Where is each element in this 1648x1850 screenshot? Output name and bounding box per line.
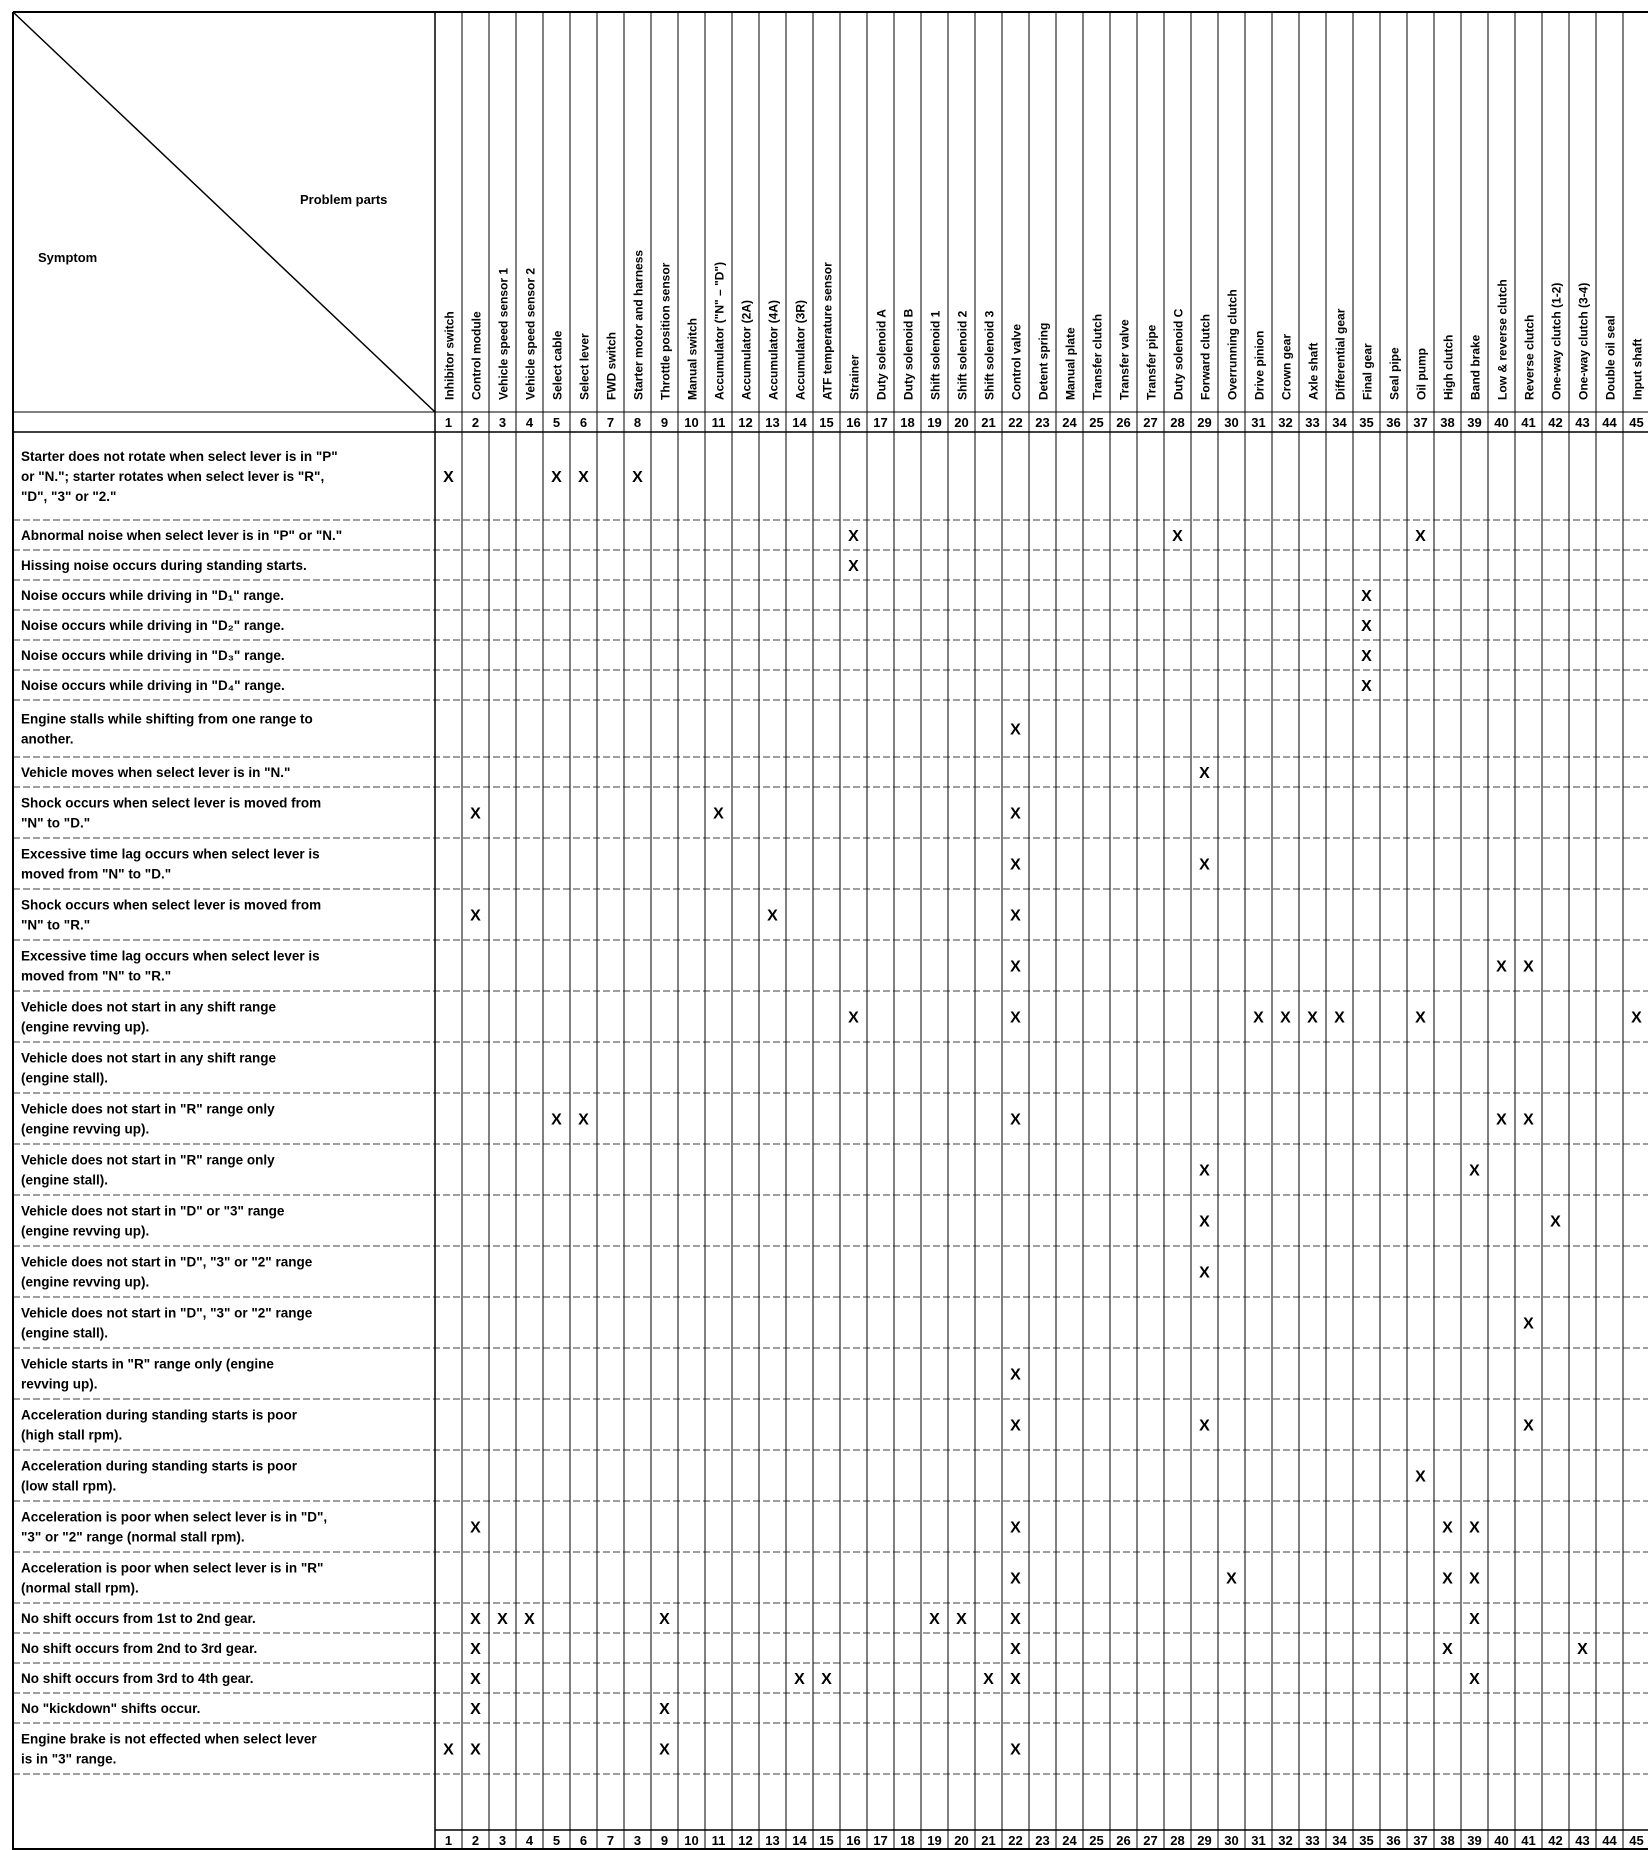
symptom-part-mark: X	[470, 1741, 481, 1759]
part-label: Reverse clutch	[1522, 314, 1537, 400]
part-label: Low & reverse clutch	[1495, 279, 1510, 400]
symptom-part-mark: X	[983, 1671, 994, 1688]
footer-number: 30	[1224, 1833, 1239, 1848]
part-label: Transfer pipe	[1144, 324, 1159, 400]
symptom-text: Engine stalls while shifting from one range to	[21, 711, 313, 727]
symptom-part-mark: X	[1442, 1519, 1453, 1537]
symptom-text: (engine stall).	[21, 1325, 109, 1341]
part-label: Shift solenoid 1	[928, 310, 943, 400]
symptom-text: Vehicle does not start in any shift range	[21, 1050, 277, 1066]
table-header	[13, 12, 435, 412]
column-number: 12	[738, 415, 753, 430]
part-labels	[443, 250, 1645, 400]
part-label: Final gear	[1360, 343, 1375, 400]
symptom-text: Starter does not rotate when select lever is in "P"	[21, 449, 338, 464]
symptom-part-mark: X	[1523, 1417, 1534, 1435]
part-label: Vehicle speed sensor 1	[496, 267, 511, 400]
part-label: Manual switch	[685, 317, 700, 400]
footer-number: 36	[1386, 1833, 1401, 1848]
part-label: Crown gear	[1279, 333, 1294, 400]
symptom-part-mark: X	[578, 1111, 589, 1129]
column-number: 36	[1386, 415, 1401, 430]
symptom-part-mark: X	[497, 1611, 508, 1628]
symptom-text: (low stall rpm).	[21, 1478, 117, 1494]
footer-number: 9	[660, 1833, 669, 1848]
part-label: Accumulator ("N" – "D")	[712, 261, 727, 400]
part-label: Overrunning clutch	[1225, 289, 1240, 400]
footer-number: 42	[1548, 1833, 1563, 1848]
symptom-part-mark: X	[1523, 958, 1534, 976]
column-number: 9	[660, 415, 669, 430]
symptom-text: Noise occurs while driving in "D₄" range.	[21, 678, 285, 693]
symptom-text: Vehicle does not start in "D" or "3" range	[21, 1203, 285, 1219]
symptom-part-mark: X	[1010, 1519, 1021, 1537]
symptom-part-mark: X	[956, 1611, 967, 1628]
footer-number: 12	[738, 1833, 753, 1848]
symptom-part-mark: X	[470, 1701, 481, 1718]
footer-number: 28	[1170, 1833, 1185, 1848]
symptom-text: Acceleration is poor when select lever is in "D",	[21, 1509, 328, 1525]
symptom-text: is in "3" range.	[21, 1751, 117, 1767]
symptom-part-mark: X	[1469, 1162, 1480, 1180]
part-label: Duty solenoid A	[874, 309, 889, 400]
symptom-part-mark: X	[470, 1641, 481, 1658]
symptom-part-mark: X	[1010, 1641, 1021, 1658]
symptom-part-mark: X	[1469, 1570, 1480, 1588]
symptom-part-mark: X	[524, 1611, 535, 1628]
symptom-text: Excessive time lag occurs when select lever is	[21, 948, 320, 964]
column-number: 35	[1359, 415, 1374, 430]
column-number: 16	[846, 415, 861, 430]
symptom-part-mark: X	[1523, 1315, 1534, 1333]
symptom-part-mark: X	[1523, 1111, 1534, 1129]
symptom-part-mark: X	[1361, 648, 1372, 665]
symptom-text: (engine revving up).	[21, 1274, 150, 1290]
symptom-part-mark: X	[1496, 1111, 1507, 1129]
footer-number: 38	[1440, 1833, 1455, 1848]
footer-number: 39	[1467, 1833, 1482, 1848]
footer-number: 37	[1413, 1833, 1428, 1848]
footer-number: 14	[792, 1833, 807, 1848]
column-number: 33	[1305, 415, 1320, 430]
symptom-part-mark: X	[1280, 1009, 1291, 1027]
column-number: 44	[1602, 415, 1617, 430]
symptom-part-mark: X	[551, 469, 562, 486]
part-label: Axle shaft	[1306, 342, 1321, 400]
symptom-part-mark: X	[1172, 528, 1183, 545]
symptom-part-mark: X	[659, 1611, 670, 1628]
symptom-text: "N" to "R."	[21, 917, 91, 933]
column-number: 45	[1629, 415, 1644, 430]
symptom-part-mark: X	[794, 1671, 805, 1688]
column-number: 23	[1035, 415, 1050, 430]
symptom-text: (engine revving up).	[21, 1019, 150, 1035]
symptom-text: (normal stall rpm).	[21, 1580, 139, 1596]
symptom-part-mark: X	[470, 907, 481, 925]
column-number: 39	[1467, 415, 1482, 430]
column-number: 8	[633, 415, 642, 430]
symptom-part-mark: X	[1010, 721, 1021, 739]
symptom-part-mark: X	[1415, 1468, 1426, 1486]
symptom-part-mark: X	[1307, 1009, 1318, 1027]
footer-number: 17	[873, 1833, 888, 1848]
footer-number: 18	[900, 1833, 915, 1848]
symptom-part-mark: X	[848, 558, 859, 575]
symptom-part-mark: X	[1010, 1611, 1021, 1628]
column-number: 7	[606, 415, 615, 430]
symptom-part-mark: X	[1199, 765, 1210, 782]
footer-number: 7	[606, 1833, 615, 1848]
footer-number: 27	[1143, 1833, 1158, 1848]
column-number: 6	[579, 415, 588, 430]
symptom-part-mark: X	[551, 1111, 562, 1129]
symptom-part-mark: X	[1010, 907, 1021, 925]
symptom-part-mark: X	[443, 1741, 454, 1759]
symptom-text: Acceleration is poor when select lever is in "R"	[21, 1560, 324, 1576]
column-number: 40	[1494, 415, 1509, 430]
marks	[443, 469, 1642, 1759]
symptom-part-mark: X	[1010, 1671, 1021, 1688]
part-label: One-way clutch (3-4)	[1576, 282, 1591, 400]
footer-number: 2	[471, 1833, 480, 1848]
symptom-text: No "kickdown" shifts occur.	[21, 1701, 201, 1716]
footer-number: 40	[1494, 1833, 1509, 1848]
symptom-text: Noise occurs while driving in "D₃" range.	[21, 648, 285, 663]
footer-number: 1	[444, 1833, 453, 1848]
footer-number: 16	[846, 1833, 861, 1848]
symptom-part-mark: X	[1361, 618, 1372, 635]
footer-number: 45	[1629, 1833, 1644, 1848]
symptom-text: Noise occurs while driving in "D₂" range.	[21, 618, 285, 633]
part-label: Band brake	[1468, 334, 1483, 400]
symptom-text: "3" or "2" range (normal stall rpm).	[21, 1529, 245, 1545]
symptom-text: No shift occurs from 1st to 2nd gear.	[21, 1611, 256, 1626]
part-label: Accumulator (2A)	[739, 299, 754, 400]
column-number: 5	[552, 415, 561, 430]
symptom-part-mark: X	[1199, 1162, 1210, 1180]
symptom-text: Engine brake is not effected when select lever	[21, 1731, 317, 1747]
part-label: Vehicle speed sensor 2	[523, 267, 538, 400]
footer-number: 25	[1089, 1833, 1104, 1848]
footer-numbers	[445, 1833, 1644, 1848]
symptom-text: Acceleration during standing starts is poor	[21, 1407, 298, 1423]
footer-number: 44	[1602, 1833, 1617, 1848]
symptom-part-mark: X	[1199, 1213, 1210, 1231]
symptom-part-mark: X	[1010, 1111, 1021, 1129]
symptom-part-mark: X	[470, 1519, 481, 1537]
symptom-text: (engine stall).	[21, 1172, 109, 1188]
symptom-text: No shift occurs from 2nd to 3rd gear.	[21, 1641, 258, 1656]
symptom-part-mark: X	[1010, 1417, 1021, 1435]
symptom-part-mark: X	[443, 469, 454, 486]
symptom-part-mark: X	[659, 1701, 670, 1718]
column-number: 22	[1008, 415, 1023, 430]
symptom-text: Vehicle does not start in any shift range	[21, 999, 277, 1015]
symptom-text: Hissing noise occurs during standing starts.	[21, 558, 307, 573]
symptom-part-mark: X	[713, 805, 724, 823]
symptom-part-mark: X	[1442, 1570, 1453, 1588]
part-label: Forward clutch	[1198, 313, 1213, 400]
symptom-text: Vehicle starts in "R" range only (engine	[21, 1356, 274, 1372]
column-number: 15	[819, 415, 834, 430]
symptom-part-mark: X	[1469, 1611, 1480, 1628]
symptom-text: Acceleration during standing starts is poor	[21, 1458, 298, 1474]
symptom-part-mark: X	[1010, 1741, 1021, 1759]
part-label: Input shaft	[1630, 338, 1645, 400]
symptom-text: "D", "3" or "2."	[21, 489, 117, 504]
symptom-part-mark: X	[470, 1611, 481, 1628]
part-label: Inhibitor switch	[442, 311, 457, 400]
part-label: Starter motor and harness	[631, 249, 646, 400]
column-number: 25	[1089, 415, 1104, 430]
symptom-part-mark: X	[1010, 856, 1021, 874]
symptom-text: moved from "N" to "D."	[21, 866, 172, 882]
footer-number: 5	[552, 1833, 561, 1848]
part-label: Accumulator (3R)	[793, 299, 808, 400]
part-label: Select cable	[550, 330, 565, 400]
column-number: 13	[765, 415, 780, 430]
symptom-text: Vehicle does not start in "R" range only	[21, 1101, 275, 1117]
symptom-part-mark: X	[1415, 1009, 1426, 1027]
symptom-part-mark: X	[1199, 856, 1210, 874]
symptom-text: Vehicle moves when select lever is in "N."	[21, 765, 291, 780]
column-number: 28	[1170, 415, 1185, 430]
footer-number: 41	[1521, 1833, 1536, 1848]
part-label: Detent spring	[1036, 322, 1051, 400]
symptom-part-mark: X	[1361, 588, 1372, 605]
part-label: Differential gear	[1333, 308, 1348, 400]
symptom-text: another.	[21, 731, 74, 747]
column-number: 11	[711, 415, 726, 430]
symptom-text: Vehicle does not start in "D", "3" or "2" range	[21, 1305, 313, 1321]
symptom-part-mark: X	[1577, 1641, 1588, 1658]
footer-number: 29	[1197, 1833, 1212, 1848]
column-number: 34	[1332, 415, 1347, 430]
part-label: Drive pinion	[1252, 330, 1267, 400]
footer-number: 34	[1332, 1833, 1347, 1848]
column-number: 21	[981, 415, 996, 430]
symptom-text: moved from "N" to "R."	[21, 968, 172, 984]
column-number: 3	[498, 415, 507, 430]
symptom-part-mark: X	[1631, 1009, 1642, 1027]
symptom-part-mark: X	[767, 907, 778, 925]
column-number: 17	[873, 415, 888, 430]
column-number: 42	[1548, 415, 1563, 430]
footer-number: 43	[1575, 1833, 1590, 1848]
column-number: 29	[1197, 415, 1212, 430]
symptom-part-mark: X	[1010, 958, 1021, 976]
symptom-part-mark: X	[578, 469, 589, 486]
part-label: Control valve	[1009, 323, 1024, 400]
column-number: 24	[1062, 415, 1077, 430]
symptom-part-mark: X	[848, 528, 859, 545]
symptom-text: Vehicle does not start in "D", "3" or "2" range	[21, 1254, 313, 1270]
part-label: Double oil seal	[1603, 315, 1618, 400]
column-number: 19	[927, 415, 942, 430]
symptom-part-mark: X	[1334, 1009, 1345, 1027]
symptom-part-mark: X	[1361, 678, 1372, 695]
symptom-part-mark: X	[1010, 1009, 1021, 1027]
part-label: Oil pump	[1414, 348, 1429, 400]
column-number: 14	[792, 415, 807, 430]
column-numbers	[445, 415, 1644, 430]
symptom-part-mark: X	[1415, 528, 1426, 545]
part-label: FWD switch	[604, 332, 619, 400]
column-number: 38	[1440, 415, 1455, 430]
symptom-text: or "N."; starter rotates when select lever is "R",	[21, 469, 325, 484]
footer-number: 3	[498, 1833, 507, 1848]
part-label: Throttle position sensor	[658, 262, 673, 400]
symptom-label: Symptom	[38, 250, 98, 265]
part-label: Shift solenoid 3	[982, 310, 997, 400]
footer-number: 3	[633, 1833, 642, 1848]
symptom-part-mark: X	[1253, 1009, 1264, 1027]
symptom-text: Shock occurs when select lever is moved from	[21, 795, 322, 811]
column-number: 27	[1143, 415, 1158, 430]
symptom-text: Excessive time lag occurs when select lever is	[21, 846, 320, 862]
symptom-part-mark: X	[1010, 1366, 1021, 1384]
symptom-part-mark: X	[1496, 958, 1507, 976]
symptom-part-mark: X	[1010, 1570, 1021, 1588]
column-number: 32	[1278, 415, 1293, 430]
part-label: Duty solenoid B	[901, 308, 916, 400]
column-number: 2	[471, 415, 480, 430]
symptom-part-mark: X	[1469, 1519, 1480, 1537]
column-number: 26	[1116, 415, 1131, 430]
symptom-part-mark: X	[470, 1671, 481, 1688]
footer-number: 32	[1278, 1833, 1293, 1848]
footer-number: 24	[1062, 1833, 1077, 1848]
symptom-text: (engine stall).	[21, 1070, 109, 1086]
symptom-part-mark: X	[470, 805, 481, 823]
footer-number: 11	[711, 1833, 726, 1848]
symptom-text: "N" to "D."	[21, 815, 91, 831]
symptom-part-mark: X	[848, 1009, 859, 1027]
symptom-text: (high stall rpm).	[21, 1427, 123, 1443]
footer-number: 15	[819, 1833, 834, 1848]
symptom-text: Vehicle does not start in "R" range only	[21, 1152, 275, 1168]
part-label: ATF temperature sensor	[820, 262, 835, 400]
footer-number: 6	[579, 1833, 588, 1848]
symptom-rows	[21, 449, 342, 1767]
symptom-part-mark: X	[659, 1741, 670, 1759]
footer-number: 20	[954, 1833, 969, 1848]
symptom-text: Shock occurs when select lever is moved from	[21, 897, 322, 913]
footer-number: 31	[1251, 1833, 1266, 1848]
symptom-text: No shift occurs from 3rd to 4th gear.	[21, 1671, 254, 1686]
symptom-text: Noise occurs while driving in "D₁" range.	[21, 588, 284, 603]
footer-number: 21	[981, 1833, 996, 1848]
part-label: Shift solenoid 2	[955, 310, 970, 400]
column-number: 4	[525, 415, 534, 430]
footer-number: 13	[765, 1833, 780, 1848]
column-number: 10	[684, 415, 699, 430]
column-number: 41	[1521, 415, 1536, 430]
column-number: 20	[954, 415, 969, 430]
problem-parts-label: Problem parts	[300, 192, 388, 207]
footer-number: 22	[1008, 1833, 1023, 1848]
symptom-text: (engine revving up).	[21, 1121, 150, 1137]
footer-number: 23	[1035, 1833, 1050, 1848]
symptom-part-mark: X	[632, 469, 643, 486]
part-label: One-way clutch (1-2)	[1549, 282, 1564, 400]
symptom-text: Abnormal noise when select lever is in "P" or "N."	[21, 528, 343, 543]
column-number: 30	[1224, 415, 1239, 430]
symptom-part-mark: X	[1226, 1570, 1237, 1588]
footer-number: 10	[684, 1833, 699, 1848]
symptom-part-mark: X	[1469, 1671, 1480, 1688]
symptom-part-mark: X	[1442, 1641, 1453, 1658]
footer-number: 35	[1359, 1833, 1374, 1848]
column-number: 18	[900, 415, 915, 430]
symptom-part-mark: X	[1010, 805, 1021, 823]
part-label: High clutch	[1441, 334, 1456, 400]
symptom-part-mark: X	[821, 1671, 832, 1688]
part-label: Select lever	[577, 333, 592, 400]
part-label: Strainer	[847, 354, 862, 400]
symptom-part-mark: X	[1199, 1417, 1210, 1435]
symptom-text: (engine revving up).	[21, 1223, 150, 1239]
symptom-text: revving up).	[21, 1376, 98, 1392]
column-number: 1	[444, 415, 453, 430]
footer-number: 4	[525, 1833, 534, 1848]
footer-number: 19	[927, 1833, 942, 1848]
part-label: Manual plate	[1063, 327, 1078, 400]
column-number: 37	[1413, 415, 1428, 430]
part-label: Transfer clutch	[1090, 313, 1105, 400]
part-label: Control module	[469, 311, 484, 400]
part-label: Seal pipe	[1387, 347, 1402, 400]
column-number: 31	[1251, 415, 1266, 430]
symptom-part-mark: X	[1199, 1264, 1210, 1282]
part-label: Duty solenoid C	[1171, 308, 1186, 400]
symptom-part-mark: X	[929, 1611, 940, 1628]
footer-number: 33	[1305, 1833, 1320, 1848]
part-label: Accumulator (4A)	[766, 299, 781, 400]
corner-diagonal	[13, 12, 435, 412]
symptom-part-mark: X	[1550, 1213, 1561, 1231]
column-number: 43	[1575, 415, 1590, 430]
footer-number: 26	[1116, 1833, 1131, 1848]
part-label: Transfer valve	[1117, 319, 1132, 400]
